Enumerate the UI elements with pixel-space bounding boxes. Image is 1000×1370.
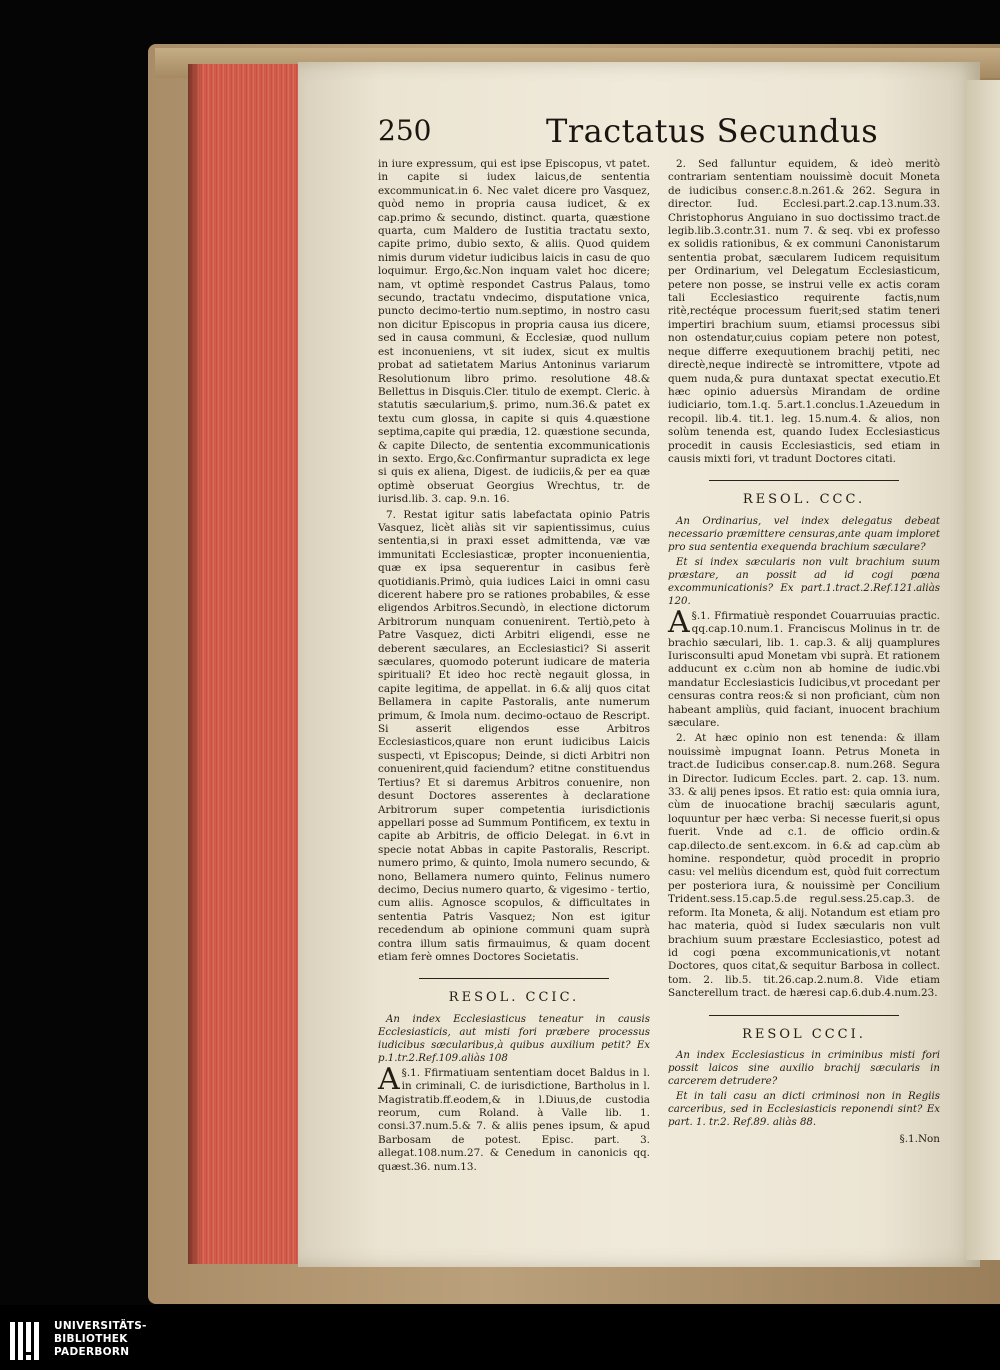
section-divider — [419, 978, 609, 979]
section-text: Ffirmatiuam sententiam docet Baldus in l. in criminali, C. de iurisdictione, Bartholus in l. Magistratib.ff.eodem,& in l.Diuus,de custodia reorum, cum Roland. à Valle lib. 1. consi.37.num.5.& 7. & aliis penes ipsum, & apud Barbosam de potest. Episc. part. 3. allegat.108.num.27. & Cenedum in canonicis qq. quæst.36. num.13. — [378, 1066, 650, 1173]
resolution-heading: RESOL CCCI. — [742, 1026, 866, 1042]
library-name — [54, 1320, 147, 1359]
library-name-line-3: PADERBORN — [54, 1346, 130, 1358]
resolution-heading: RESOL. CCIC. — [448, 990, 580, 1006]
library-name-line-2: BIBLIOTHEK — [54, 1333, 128, 1345]
footer-bar — [0, 1305, 1000, 1370]
running-title: Tractatus Secundus — [546, 112, 879, 150]
resolution-question-1: An index Ecclesiasticus in criminibus misti fori possit laicos sine auxilio brachij sæcularis in carcerem detrudere? — [668, 1049, 940, 1087]
resolution-heading: RESOL. CCC. — [742, 492, 866, 508]
drop-cap: A — [668, 604, 690, 640]
facing-page-fragment — [966, 80, 1000, 1260]
library-name-line-1: UNIVERSITÄTS- — [54, 1320, 147, 1332]
section-label: §.1. — [401, 1066, 421, 1079]
section-label: §.1. — [691, 609, 711, 622]
page-number: 250 — [378, 114, 432, 147]
resolution-question-2: Et si index sæcularis non vult brachium suum præstare, an possit ad id cogi pœna excommunicationis? Ex part.1.tract.2.Ref.121.aliàs 120. — [668, 556, 940, 607]
page-edge-shadow — [188, 64, 202, 1264]
section-paragraph — [378, 1061, 650, 1174]
left-paragraph-2: 7. Restat igitur satis labefactata opinio Patris Vasquez, licèt aliàs sit vir sapientissimus, cuius sententia,si in praxi esset admittenda, væ væ immunitati Ecclesiasticæ, propter inconuenientia, quæ ex ipsa sequerentur in casibus ferè quotidianis.Primò, quia iudices Laici in omni casu dicerent habere pro se rationes probabiles, & esse eligendos Arbitros.Secundò, in electione dictorum Arbitrorum nunquam conuenirent. Tertiò,peto à Patre Vasquez, dicti Arbitri eligendi, esse ne deberent sæculares, an Ecclesiastici? Si asserit sæculares, quomodo poterunt iudicare de materia spirituali? Et ideo hoc rectè negauit glossa, in capite legitima, de appellat. in 6.& alij quos citat Bellamera in capite Pastoralis, ante numerum primum, & Imola num. decimo-octauo de Rescript. Si asserit eligendos esse Arbitros Ecclesiasticos,quare non erunt iudicibus Laicis suspecti, vt Episcopus; Deinde, si dicti Arbitri non conuenirent,quid faciendum? etitne constituendus Tertius? Et si daremus Arbitros conuenire, non desunt Doctores asserentes à declaratione Arbitrorum super competentia iurisdictionis appellari posse ad Summum Pontificem, ex textu in capite ab Arbitris, de officio Delegat. in 6.vt in specie notat Abbas in capite Pastoralis, Rescript. numero primo, & quinto, Imola numero secundo, & nono, Bellamera numero quinto, Felinus numero decimo, Decius numero quarto, & vigesimo - tertio, cum aliis. Agnosce scopulos, & difficultates in sententia Patris Vasquez; Non est igitur recedendum ab opinione communi quam suprà contra illum satis firmauimus, & quam docent etiam ferè omnes Doctores Societatis. — [378, 508, 650, 963]
right-text-column — [668, 158, 940, 1146]
resolution-question: An index Ecclesiasticus teneatur in causis Ecclesiasticis, aut misti fori præbere processus iudicibus sæcularibus,à quibus auxilium petit? Ex p.1.tr.2.Ref.109.aliàs 108 — [378, 1013, 650, 1064]
right-paragraph-1: 2. Sed falluntur equidem, & ideò meritò contrariam sententiam nouissimè docuit Moneta de iudicibus conser.c.8.n.261.& 262. Segura in director. Iud. Ecclesi.part.2.cap.13.num.33. Christophorus Anguiano in suo doctissimo tract.de legib.lib.3.contr.31. num 7. & seq. vbi ex professo ex solidis rationibus, & ex communi Canonistarum sententia probat, sæcularem Iudicem requisitum per Ordinarium, vel Delegatum Ecclesiasticum, petere non posse, se instrui velle ex actis coram tali Ecclesiastico requirente factis,num ritè,rectéque processum fuerit;sed statim teneri impertiri brachium suum, etiamsi processus sibi non ostendatur,cuius copiam petere non potest, neque differre exequutionem brachij petiti, nec directè,neque indirectè se intromittere, vtpote ad quem nuda,& pura duntaxat spectat executio.Et hæc opinio aduersùs Mirandam de ordine iudiciario, tom.1.q. 5.art.1.conclus.1.Azeuedum in recopil. lib.4. tit.1. leg. 15.num.4. & alios, non solùm tenenda est, quando Iudex Ecclesiasticus procedit in causis Ecclesiasticis, sed etiam in causis mixti fori, vt tradunt Doctores citati. — [668, 158, 940, 465]
section-divider — [709, 1015, 899, 1016]
right-paragraph-2: 2. At hæc opinio non est tenenda: & illam nouissimè impugnat Ioann. Petrus Moneta in tract.de Iudicibus conser.cap.8. num.268. Segura in Director. Iudicum Eccles. part. 2. cap. 13. num. 33. & alij penes ipsos. Et ratio est: quia omnia iura, cùm de inuocatione brachij sæcularis agunt, loquuntur per hæc verba: Si necesse fuerit,si opus fuerit. Vnde ad c.1. de officio ordin.& cap.dilecto.de sent.excom. in 6.& ad cap.cùm ab homine. respondetur, quòd procedit in proprio casu: vel meliùs dicendum est, quòd fuit correctum per posteriora iura, & nouissimè per Concilium Trident.sess.15.cap.5.de regul.sess.25.cap.3. de reform. Ita Moneta, & alij. Notandum est etiam pro hac materia, quòd si Iudex sæcularis non vult brachium suum præstare Ecclesiastico, potest ad id cogi pœna excommunicationis,vt notant Doctores, quos citat,& sequitur Barbosa in collect. tom. 2. lib.5. tit.26.cap.2.num.8. Vide etiam Sancterellum tract. de hæresi cap.6.dub.4.num.23. — [668, 732, 940, 1000]
resolution-question-2: Et in tali casu an dicti criminosi non in Regiis carceribus, sed in Ecclesiasticis reponendi sint? Ex part. 1. tr.2. Ref.89. aliàs 88. — [668, 1090, 940, 1128]
left-text-column — [378, 158, 650, 1176]
library-logo-icon — [8, 1318, 48, 1364]
catchword: §.1.Non — [899, 1132, 940, 1145]
left-paragraph-1: in iure expressum, qui est ipse Episcopus, vt patet. in capite si iudex laicus,de sententia excommunicat.in 6. Nec valet dicere pro Vasquez, quòd nemo in propria causa iudicet, & ex cap.primo & secundo, distinct. quarta, quæstione quarta, cum Maldero de Iustitia tractatu sexto, capite primo, dubio sexto, & aliis. Quod quidem nimis durum videtur iudicibus laicis in casu de quo loquimur. Ergo,&c.Non inquam valet hoc dicere; nam, vt optimè respondet Castrus Palaus, tomo secundo, tractatu vndecimo, disputatione vnica, puncto decimo-tertio num.septimo, in nostro casu non dicitur Episcopus in propria causa ius dicere, sed in causa communi, & Ecclesiæ, quod nullum est inconueniens, vt sit iudex, sicut ex multis probat ad satietatem Marius Antoninus variarum Resolutionum libro primo. resolutione 48.& Bellettus in Disquis.Cler. titulo de exempt. Cleric. à statutis sæcularium,§. primo, num.36.& patet ex textu cum glossa, in capite si quis 4.quæstione septima,capite qui prædia, 12. quæstione secunda, & capite Dilecto, de sententia excommunicationis in sexto. Ergo,&c.Confirmantur supradicta ex lege si quis ex aliena, Digest. de iudiciis,& per ea quæ optimè obseruat Georgius Wrechtus, tr. de iurisd.lib. 3. cap. 9.n. 16. — [378, 158, 650, 506]
section-paragraph — [668, 604, 940, 731]
red-page-edges — [190, 64, 298, 1264]
section-divider — [709, 480, 899, 481]
resolution-question-1: An Ordinarius, vel index delegatus debeat necessario præmittere censuras,ante quam imploret pro sua sententia exequenda brachium sæculare? — [668, 515, 940, 553]
page-header — [378, 112, 938, 154]
section-text: Ffirmatiuè respondet Couarruuias practic. qq.cap.10.num.1. Franciscus Molinus in tr. de brachio sæculari, lib. 1. cap.3. & alij quamplures Iurisconsulti apud Monetam vbi suprà. Et rationem adducunt ex c.cùm non ab homine de iudic.vbi mandatur Ecclesiasticis Iudicibus,vt procedant per censuras contra reos:& si non proficiant, cùm non habeant ampliùs, quid faciant, inuocent brachium sæculare. — [668, 609, 940, 729]
drop-cap: A — [378, 1061, 400, 1097]
